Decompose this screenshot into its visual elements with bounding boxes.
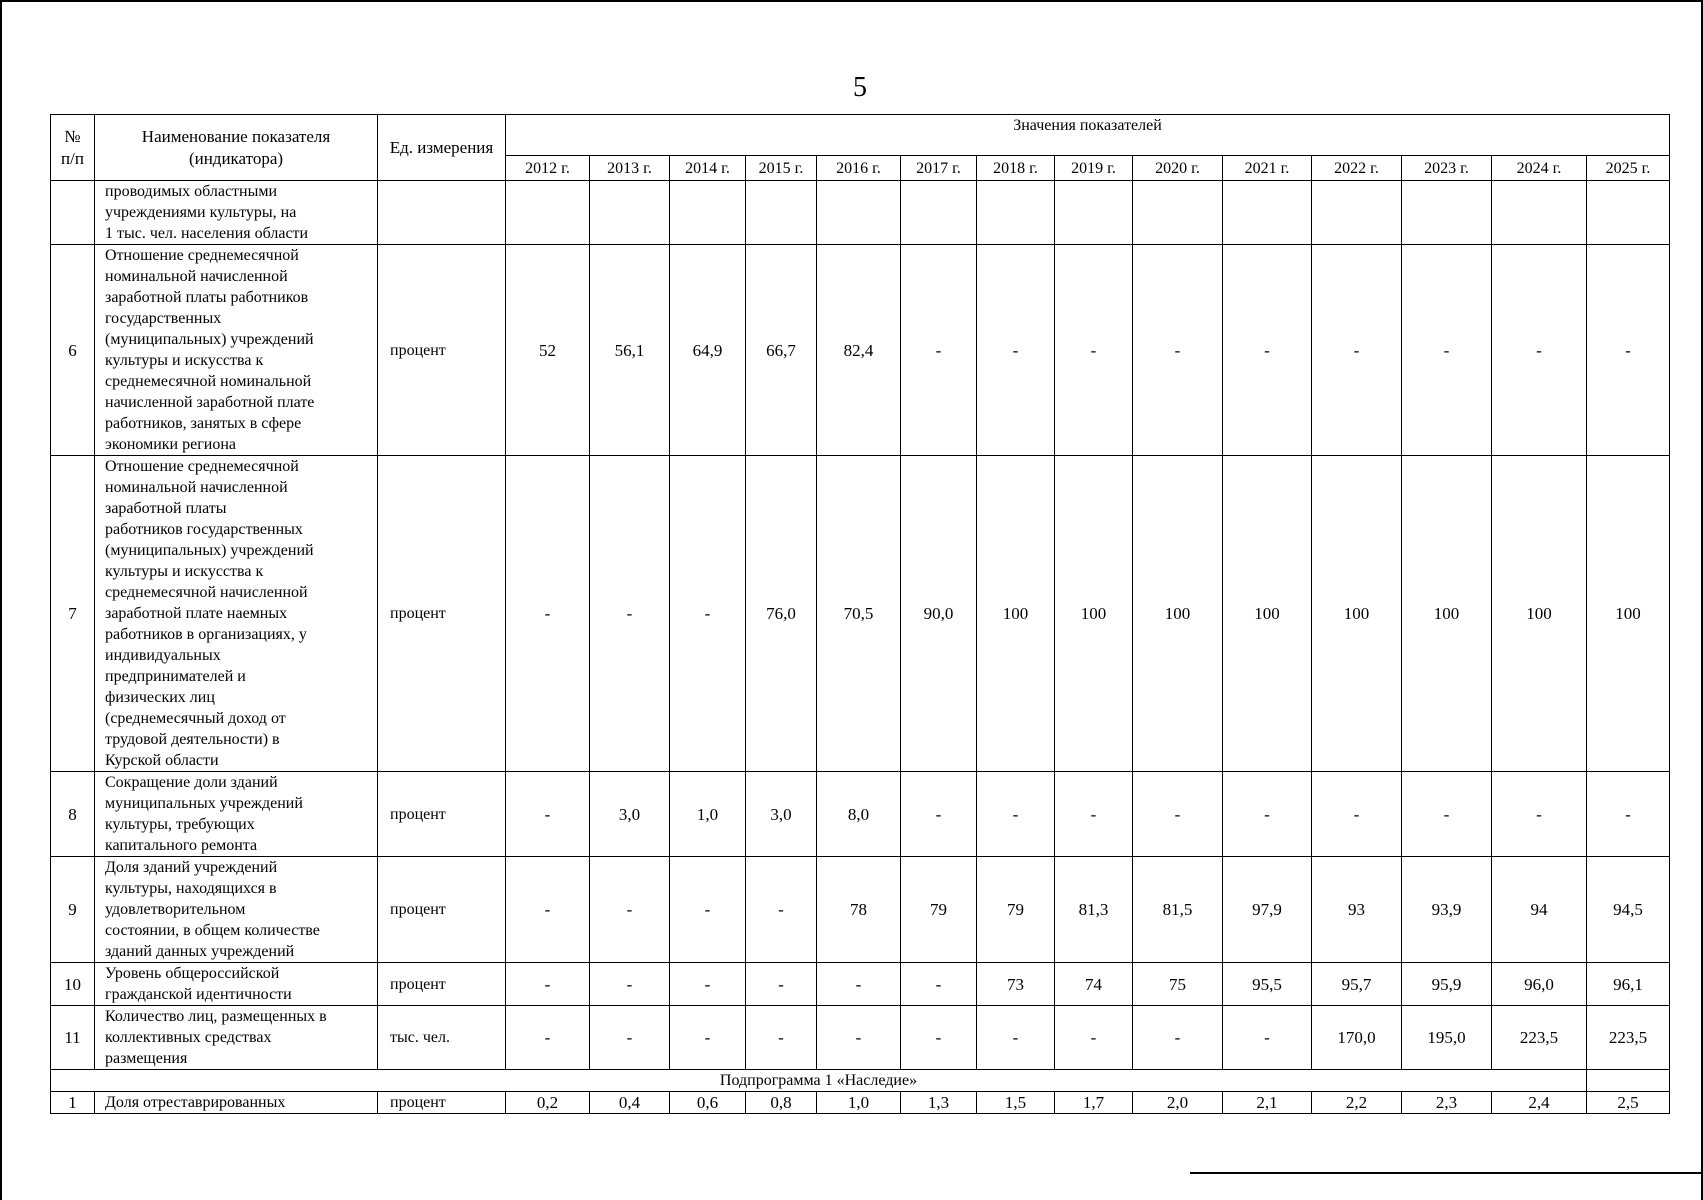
indicator-value: - (1055, 245, 1133, 456)
header-number-label: № п/п (61, 126, 84, 168)
indicator-value (670, 181, 746, 245)
indicator-value: 79 (901, 857, 977, 963)
header-values (506, 115, 1670, 156)
indicator-unit: процент (378, 456, 506, 772)
indicator-value: 81,3 (1055, 857, 1133, 963)
indicator-name: Количество лиц, размещенных в коллективных средствах размещения (95, 1006, 378, 1070)
indicator-unit: процент (378, 963, 506, 1006)
table-row (51, 181, 1670, 245)
row-number (51, 181, 95, 245)
indicator-value: 78 (817, 857, 901, 963)
indicator-name: Отношение среднемесячной номинальной начисленной заработной платы работников государственных (муниципальных) учреждений культуры и искусства к среднемесячной начисленной заработной плате наемных работников в организациях, у индивидуальных предпринимателей и физических лиц (среднемесячный доход от трудовой деятельности) в Курской области (95, 456, 378, 772)
scan-border-top (0, 0, 1703, 2)
header-year: 2020 г. (1133, 156, 1223, 181)
header-year: 2024 г. (1492, 156, 1587, 181)
indicator-value: 100 (1587, 456, 1670, 772)
indicator-value: 100 (977, 456, 1055, 772)
indicator-value: 2,2 (1312, 1092, 1402, 1114)
table-body (51, 181, 1670, 1114)
indicator-value: 90,0 (901, 456, 977, 772)
indicator-value (1492, 181, 1587, 245)
indicator-value: - (1402, 772, 1492, 857)
indicator-value: - (670, 963, 746, 1006)
indicator-value (1223, 181, 1312, 245)
indicator-value: - (1133, 772, 1223, 857)
subprogram-empty-cell (1587, 1070, 1670, 1092)
indicator-value: - (1055, 1006, 1133, 1070)
indicator-value: - (977, 772, 1055, 857)
indicator-unit: процент (378, 245, 506, 456)
indicator-value (901, 181, 977, 245)
indicator-value: - (977, 245, 1055, 456)
indicator-value: 2,4 (1492, 1092, 1587, 1114)
indicator-value: 73 (977, 963, 1055, 1006)
indicator-value: - (977, 1006, 1055, 1070)
indicator-value: 52 (506, 245, 590, 456)
indicator-name: Сокращение доли зданий муниципальных учреждений культуры, требующих капитального ремонта (95, 772, 378, 857)
indicator-value: - (1223, 772, 1312, 857)
header-year: 2023 г. (1402, 156, 1492, 181)
indicator-value: 100 (1133, 456, 1223, 772)
header-name-label: Наименование показателя (индикатора) (141, 126, 331, 168)
indicator-value: - (590, 857, 670, 963)
header-year: 2019 г. (1055, 156, 1133, 181)
subprogram-row (51, 1070, 1670, 1092)
indicator-value: 2,1 (1223, 1092, 1312, 1114)
indicator-value: 170,0 (1312, 1006, 1402, 1070)
indicators-table (50, 114, 1670, 1114)
indicator-value: - (1055, 772, 1133, 857)
indicator-value (1402, 181, 1492, 245)
indicator-value: - (590, 1006, 670, 1070)
indicator-value: - (670, 456, 746, 772)
indicator-value: 3,0 (590, 772, 670, 857)
header-year: 2022 г. (1312, 156, 1402, 181)
indicator-value: - (1133, 245, 1223, 456)
indicator-value: 82,4 (817, 245, 901, 456)
header-year: 2015 г. (746, 156, 817, 181)
row-number: 7 (51, 456, 95, 772)
indicator-value: 1,0 (817, 1092, 901, 1114)
table-row (51, 857, 1670, 963)
indicator-value (506, 181, 590, 245)
row-number: 11 (51, 1006, 95, 1070)
table-row (51, 245, 1670, 456)
indicator-value: - (1223, 245, 1312, 456)
table-row (51, 963, 1670, 1006)
indicator-value: 0,8 (746, 1092, 817, 1114)
indicator-value: - (1587, 772, 1670, 857)
indicator-value: - (506, 772, 590, 857)
indicator-value (1133, 181, 1223, 245)
indicator-value: - (1223, 1006, 1312, 1070)
table-row (51, 1092, 1670, 1114)
indicator-value (1055, 181, 1133, 245)
indicator-value: 95,5 (1223, 963, 1312, 1006)
indicator-value: - (901, 772, 977, 857)
indicator-value: 195,0 (1402, 1006, 1492, 1070)
header-year: 2021 г. (1223, 156, 1312, 181)
indicator-value: 93,9 (1402, 857, 1492, 963)
row-number: 6 (51, 245, 95, 456)
indicator-name: проводимых областными учреждениями культуры, на 1 тыс. чел. населения области (95, 181, 378, 245)
indicator-unit: процент (378, 772, 506, 857)
header-year: 2012 г. (506, 156, 590, 181)
indicator-value: - (506, 1006, 590, 1070)
indicator-value: - (1587, 245, 1670, 456)
table-row (51, 772, 1670, 857)
indicator-unit: процент (378, 857, 506, 963)
indicator-value: - (670, 857, 746, 963)
indicator-value: - (817, 1006, 901, 1070)
header-year: 2017 г. (901, 156, 977, 181)
indicator-value: 81,5 (1133, 857, 1223, 963)
indicator-value: 95,7 (1312, 963, 1402, 1006)
indicator-name: Доля зданий учреждений культуры, находящихся в удовлетворительном состоянии, в общем количестве зданий данных учреждений (95, 857, 378, 963)
header-year: 2016 г. (817, 156, 901, 181)
indicator-value: - (901, 1006, 977, 1070)
indicator-name: Отношение среднемесячной номинальной начисленной заработной платы работников государственных (муниципальных) учреждений культуры и искусства к среднемесячной номинальной начисленной заработной плате работников, занятых в сфере экономики региона (95, 245, 378, 456)
indicator-value (1587, 181, 1670, 245)
indicator-value: - (817, 963, 901, 1006)
indicator-value: - (1133, 1006, 1223, 1070)
indicator-value: 95,9 (1402, 963, 1492, 1006)
indicator-value: 100 (1402, 456, 1492, 772)
indicator-value: - (506, 456, 590, 772)
indicator-value: 70,5 (817, 456, 901, 772)
header-number (51, 115, 95, 181)
header-year: 2014 г. (670, 156, 746, 181)
indicator-name: Доля отреставрированных (95, 1092, 378, 1114)
indicator-value (817, 181, 901, 245)
table-row (51, 1006, 1670, 1070)
indicator-value: 100 (1492, 456, 1587, 772)
indicator-value: - (746, 857, 817, 963)
indicator-value: 100 (1223, 456, 1312, 772)
header-name (95, 115, 378, 181)
row-number: 8 (51, 772, 95, 857)
indicator-value: - (1402, 245, 1492, 456)
indicator-value: 1,7 (1055, 1092, 1133, 1114)
indicator-value: - (901, 963, 977, 1006)
scan-border-left (0, 0, 2, 1200)
indicator-value: 96,0 (1492, 963, 1587, 1006)
indicator-value: 0,4 (590, 1092, 670, 1114)
indicator-value: - (746, 1006, 817, 1070)
indicator-value: - (901, 245, 977, 456)
indicator-value: - (1312, 245, 1402, 456)
indicator-value: 2,5 (1587, 1092, 1670, 1114)
indicator-value: 76,0 (746, 456, 817, 772)
header-year: 2013 г. (590, 156, 670, 181)
indicator-name: Уровень общероссийской гражданской идентичности (95, 963, 378, 1006)
indicator-value: 96,1 (1587, 963, 1670, 1006)
indicator-value: 3,0 (746, 772, 817, 857)
indicator-unit: тыс. чел. (378, 1006, 506, 1070)
table-row (51, 456, 1670, 772)
header-year: 2025 г. (1587, 156, 1670, 181)
indicator-value: 0,6 (670, 1092, 746, 1114)
indicator-value: - (1492, 772, 1587, 857)
indicator-value: - (506, 857, 590, 963)
row-number: 1 (51, 1092, 95, 1114)
indicator-value: - (1492, 245, 1587, 456)
indicator-value: 100 (1312, 456, 1402, 772)
indicator-value: - (590, 963, 670, 1006)
indicator-unit: процент (378, 1092, 506, 1114)
header-unit-label: Ед. измерения (389, 137, 494, 157)
indicator-value (746, 181, 817, 245)
indicator-value: - (1312, 772, 1402, 857)
indicator-value: 8,0 (817, 772, 901, 857)
indicator-value: - (670, 1006, 746, 1070)
subprogram-title: Подпрограмма 1 «Наследие» (51, 1070, 1587, 1092)
indicator-value: 93 (1312, 857, 1402, 963)
indicator-value: 64,9 (670, 245, 746, 456)
indicator-unit (378, 181, 506, 245)
indicator-value (590, 181, 670, 245)
indicator-value: 97,9 (1223, 857, 1312, 963)
indicator-value: 2,0 (1133, 1092, 1223, 1114)
indicator-value: 2,3 (1402, 1092, 1492, 1114)
indicator-value: 56,1 (590, 245, 670, 456)
indicator-value (1312, 181, 1402, 245)
page-number: 5 (853, 72, 867, 103)
indicator-value: 223,5 (1587, 1006, 1670, 1070)
indicator-value: 0,2 (506, 1092, 590, 1114)
row-number: 10 (51, 963, 95, 1006)
row-number: 9 (51, 857, 95, 963)
indicator-value: 1,0 (670, 772, 746, 857)
indicator-value: 74 (1055, 963, 1133, 1006)
scan-artifact-line (1190, 1172, 1703, 1174)
header-values-label: Значения показателей (1013, 117, 1162, 134)
indicator-value: - (746, 963, 817, 1006)
indicator-value: 100 (1055, 456, 1133, 772)
indicator-value: - (590, 456, 670, 772)
indicator-value: 1,3 (901, 1092, 977, 1114)
indicator-value: - (506, 963, 590, 1006)
indicator-value: 94,5 (1587, 857, 1670, 963)
indicator-value: 223,5 (1492, 1006, 1587, 1070)
indicator-value (977, 181, 1055, 245)
indicator-value: 66,7 (746, 245, 817, 456)
indicator-value: 75 (1133, 963, 1223, 1006)
header-unit (378, 115, 506, 181)
indicator-value: 94 (1492, 857, 1587, 963)
header-year: 2018 г. (977, 156, 1055, 181)
indicator-value: 79 (977, 857, 1055, 963)
indicator-value: 1,5 (977, 1092, 1055, 1114)
